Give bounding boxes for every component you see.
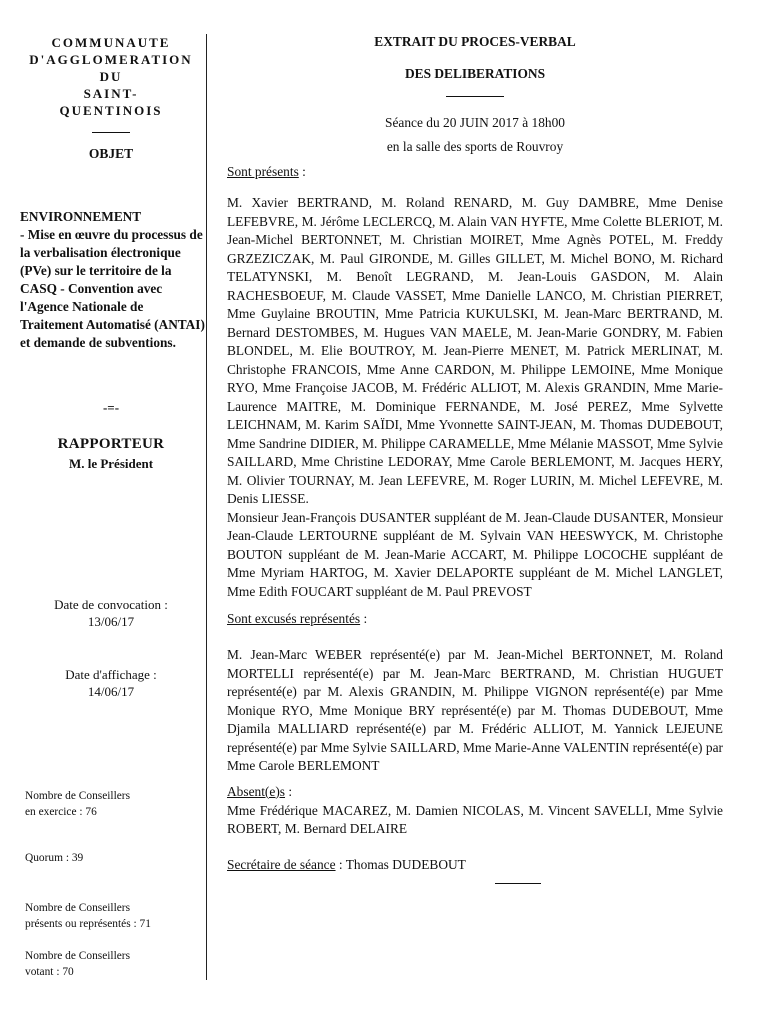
subject-category: ENVIRONNEMENT bbox=[20, 209, 142, 224]
affichage-block bbox=[20, 666, 202, 700]
divider bbox=[92, 132, 130, 133]
rapporteur-name: M. le Président bbox=[68, 456, 154, 471]
org-line: DU bbox=[99, 69, 123, 84]
colon: : bbox=[360, 611, 368, 626]
secretaire-value: : Thomas DUDEBOUT bbox=[335, 856, 466, 872]
rapporteur-title: RAPPORTEUR bbox=[57, 436, 165, 452]
org-line: QUENTINOIS bbox=[59, 103, 163, 118]
absents-list: Mme Frédérique MACAREZ, M. Damien NICOLAS, M. Vincent SAVELLI, Mme Sylvie ROBERT, M. Bernard DELAIRE bbox=[227, 802, 723, 836]
conseillers-votant: Nombre de Conseillers votant : 70 bbox=[25, 950, 131, 978]
secretaire-label: Secrétaire de séance bbox=[227, 856, 336, 872]
column-divider bbox=[206, 34, 207, 980]
divider bbox=[446, 96, 504, 97]
convocation-date: 13/06/17 bbox=[87, 614, 135, 629]
colon: : bbox=[285, 783, 293, 799]
org-line: SAINT- bbox=[83, 86, 139, 101]
subject-text: - Mise en œuvre du processus de la verbalisation électronique (PVe) sur le territoire de la CASQ - Convention avec l'Agence Nationale de Traitement Automatisé (ANTAI) et demande de subventions. bbox=[20, 227, 205, 350]
document-title: EXTRAIT DU PROCES-VERBAL bbox=[374, 34, 576, 49]
absents-heading bbox=[227, 784, 723, 800]
seance-date: Séance du 20 JUIN 2017 à 18h00 bbox=[385, 115, 565, 130]
excuses-label: Sont excusés représentés bbox=[227, 611, 361, 626]
objet-heading: OBJET bbox=[88, 146, 134, 161]
conseillers-presents: Nombre de Conseillers présents ou représentés : 71 bbox=[25, 902, 151, 930]
quorum: Quorum : 39 bbox=[25, 852, 84, 864]
right-column bbox=[227, 34, 723, 884]
separator: -=- bbox=[102, 400, 120, 415]
conseillers-exercice: Nombre de Conseillers en exercice : 76 bbox=[25, 790, 131, 818]
suppleants-list: Monsieur Jean-François DUSANTER suppléant de M. Jean-Claude DUSANTER, Monsieur Jean-Claude LERTOURNE suppléant de M. Sylvain VAN HEESWYCK, M. Christophe BOUTON suppléant de M. Jean-Marie ACCART, M. Philippe LOCOCHE suppléant de Mme Myriam HARTOG, M. Xavier DELAPORTE suppléant de M. Michel LANGLET, Mme Edith FOUCART suppléant de M. Paul PREVOST bbox=[227, 509, 723, 599]
seance-location: en la salle des sports de Rouvroy bbox=[386, 139, 564, 154]
org-line: D'AGGLOMERATION bbox=[29, 52, 193, 67]
document-subtitle: DES DELIBERATIONS bbox=[404, 66, 546, 81]
presents-label: Sont présents bbox=[227, 164, 299, 179]
subject-block bbox=[20, 208, 205, 352]
presents-heading bbox=[227, 164, 723, 180]
absents-label: Absent(e)s bbox=[227, 783, 286, 799]
organization-name bbox=[20, 34, 202, 119]
excuses-list: M. Jean-Marc WEBER représenté(e) par M. Jean-Michel BERTONNET, M. Roland MORTELLI représenté(e) par M. Jean-Marc BERTRAND, M. Christian HUGUET représenté(e) par M. Alexis GRANDIN, M. Philippe VIGNON représenté(e) par Mme Monique RYO, Mme Monique BRY représenté(e) par M. Thomas DUDEBOUT, Mme Djamila MALLIARD représenté(e) par M. Frédéric ALLIOT, M. Yannick LEJEUNE représenté(e) par Mme Sylvie SAILLARD, Mme Marie-Anne VALENTIN représenté(e) par Mme Carole BERLEMONT bbox=[227, 647, 723, 773]
presents-list: M. Xavier BERTRAND, M. Roland RENARD, M. Guy DAMBRE, Mme Denise LEFEBVRE, M. Jérôme LECLERCQ, M. Alain VAN HYFTE, Mme Colette BLERIOT, M. Jean-Michel BERTONNET, M. Christian MOIRET, Mme Agnès POTEL, M. Freddy GRZEZICZAK, M. Paul GIRONDE, M. Gilles GILLET, M. Michel BONO, M. Richard TELATYNSKI, M. Benoît LEGRAND, M. Jean-Louis GASDON, M. Alain RACHESBOEUF, M. Claude VASSET, Mme Danielle LANCO, M. Christian PIERRET, Mme Guylaine BROUTIN, Mme Patricia KUKULSKI, M. Jean-Marc BERTRAND, M. Bernard DESTOMBES, M. Hugues VAN MAELE, M. Jean-Marie GONDRY, M. Fabien BLONDEL, M. Elie BOUTROY, M. Jean-Pierre MENET, M. Patrick MERLINAT, M. Christophe FRANCOIS, Mme Anne CARDON, M. Philippe LEMOINE, Mme Monique RYO, Mme Françoise JACOB, M. Frédéric ALLIOT, M. Alexis GRANDIN, Mme Marie-Laurence MAITRE, M. Dominique FERNANDE, M. José PEREZ, Mme Sylvette LEICHNAM, M. Karim SAÏDI, Mme Yvonnette SAINT-JEAN, M. Thomas DUDEBOUT, Mme Sandrine DIDIER, M. Philippe CARAMELLE, Mme Mélanie MASSOT, Mme Sylvie SAILLARD, Mme Christine LEDORAY, Mme Carole BERLEMONT, M. Jacques HERY, M. Olivier TOURNAY, M. Jean LEFEVRE, M. Roger LURIN, M. Michel LEFEVRE, M. Denis LIESSE. bbox=[227, 195, 723, 506]
excuses-heading bbox=[227, 611, 723, 627]
convocation-label: Date de convocation : bbox=[54, 597, 168, 612]
divider bbox=[495, 883, 541, 884]
affichage-label: Date d'affichage : bbox=[65, 667, 157, 682]
secretaire-line bbox=[227, 857, 723, 873]
convocation-block bbox=[20, 596, 202, 630]
colon: : bbox=[298, 164, 306, 179]
affichage-date: 14/06/17 bbox=[87, 684, 135, 699]
org-line: COMMUNAUTE bbox=[51, 35, 171, 50]
left-column bbox=[20, 34, 205, 978]
